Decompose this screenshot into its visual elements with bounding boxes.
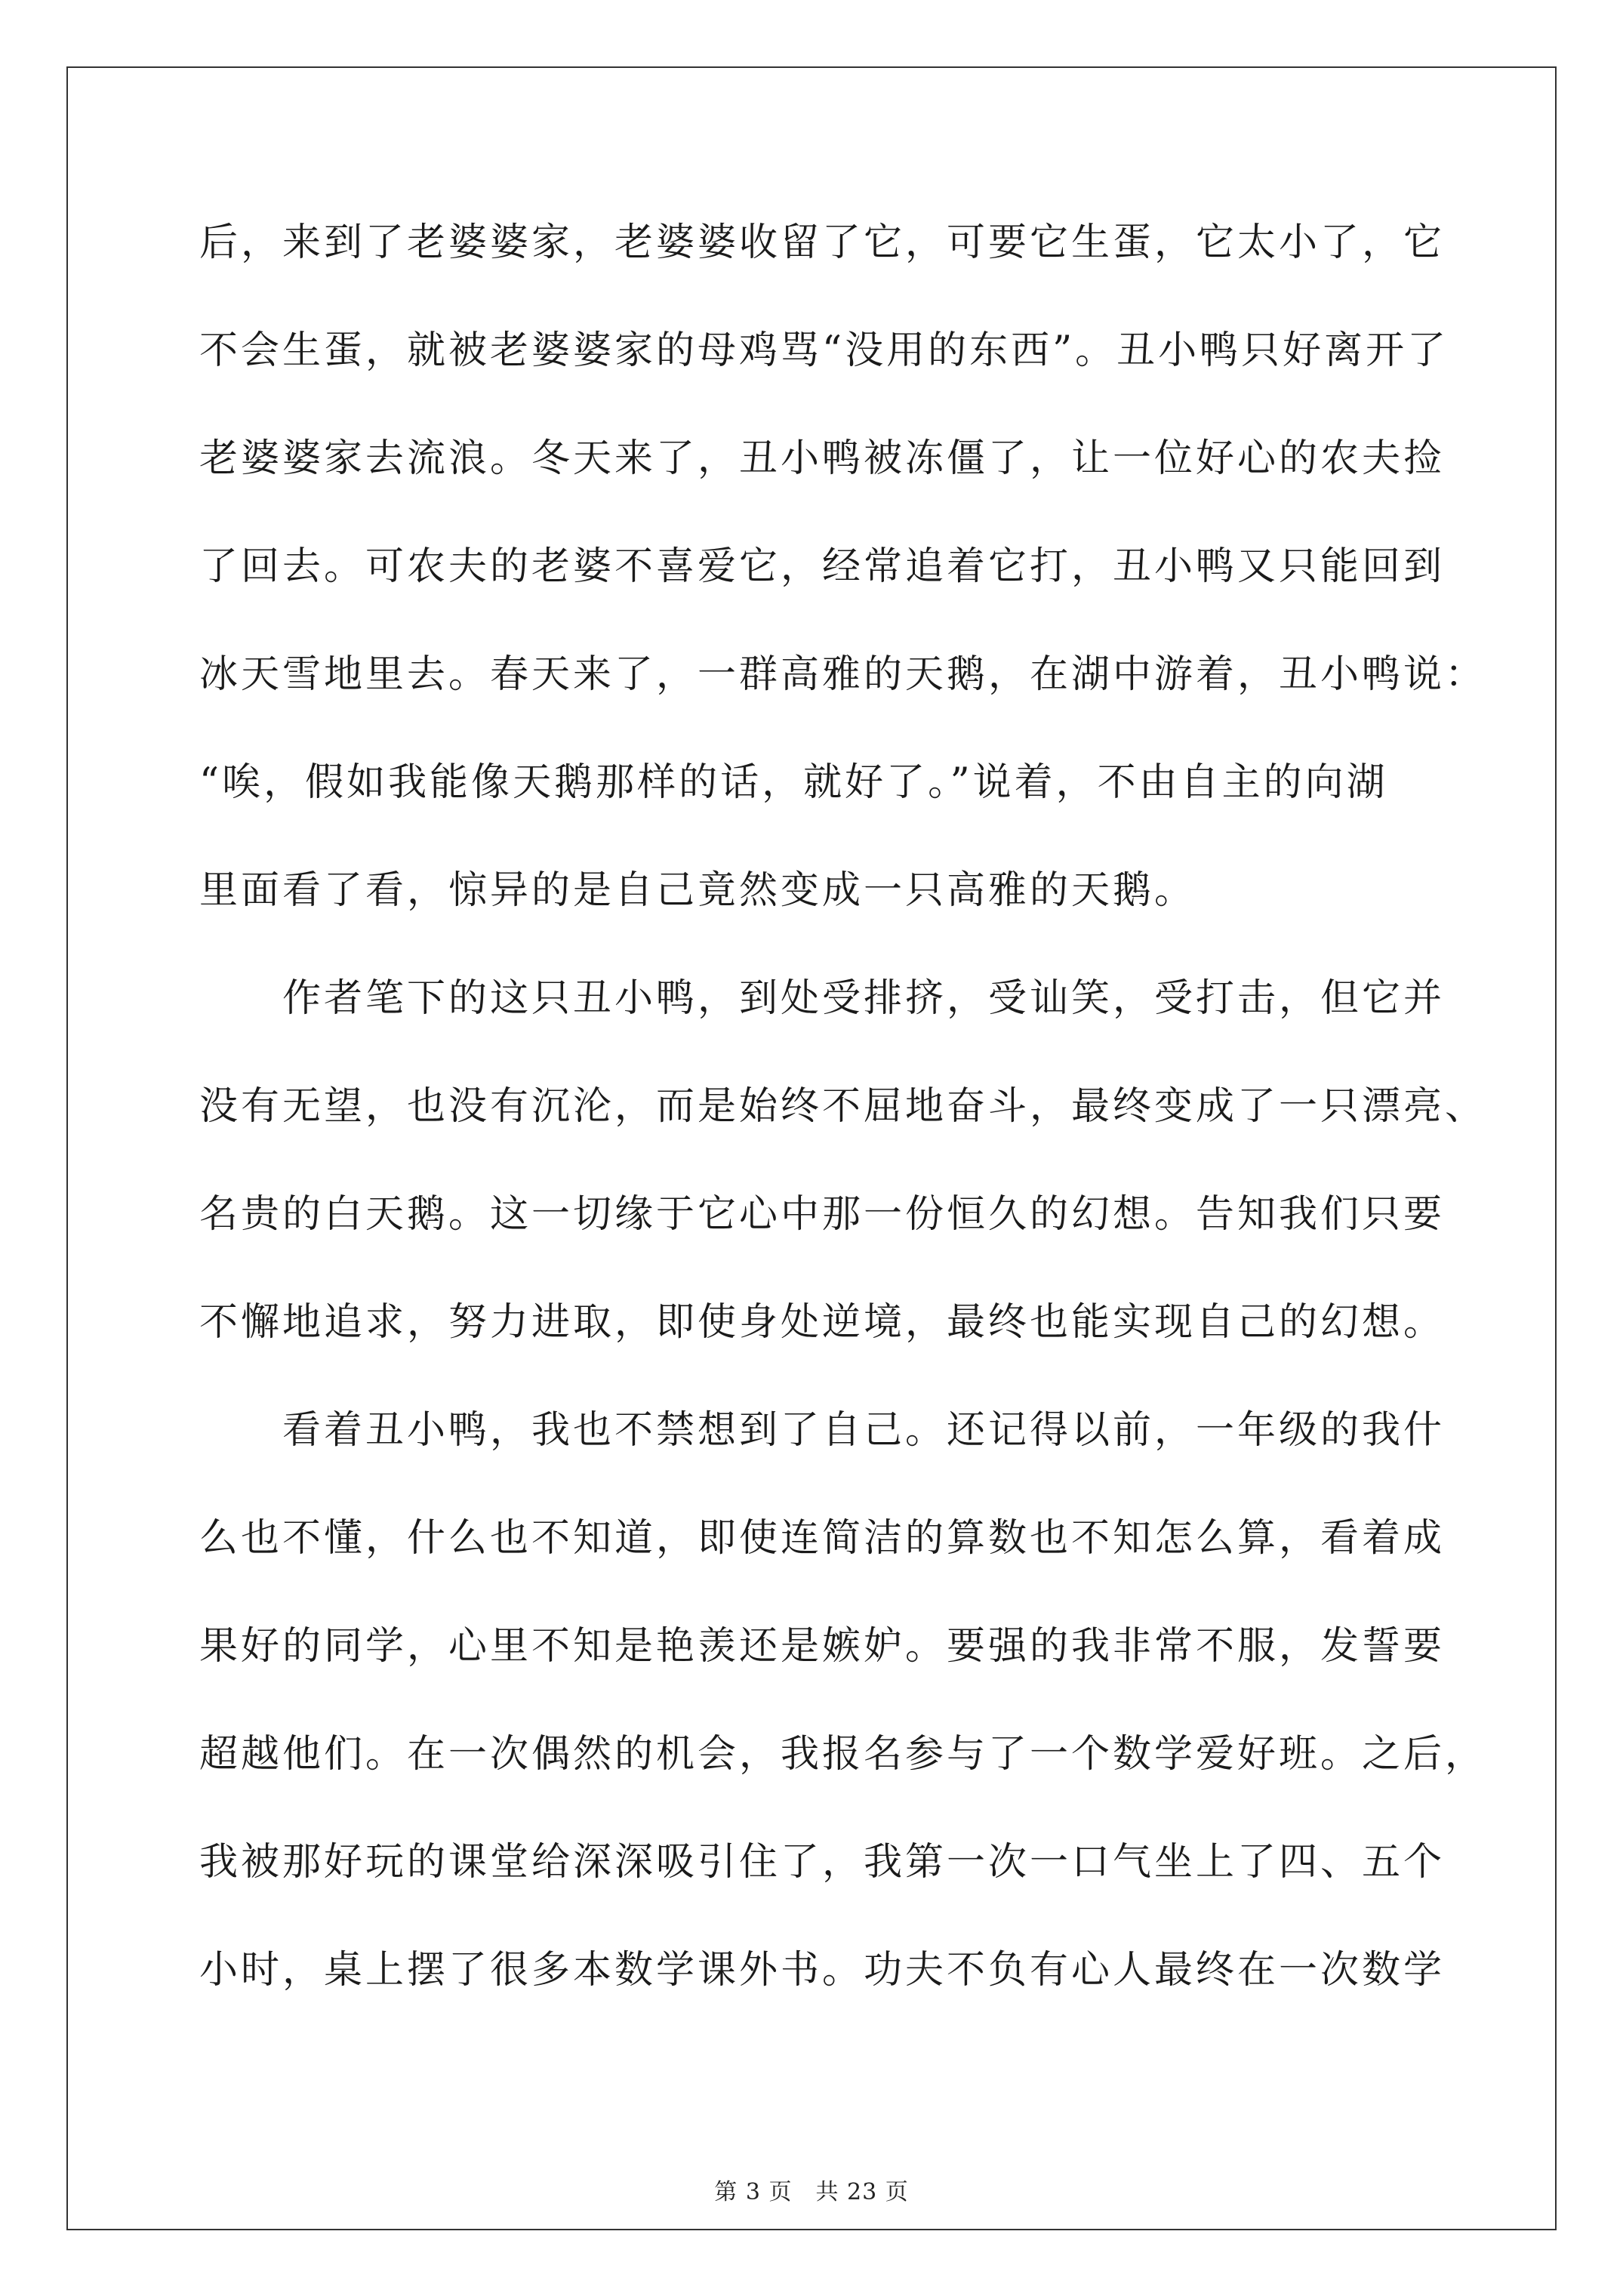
text-line: 名贵的白天鹅。这一切缘于它心中那一份恒久的幻想。告知我们只要 [199, 1192, 1446, 1237]
text-line: 小时，桌上摆了很多本数学课外书。功夫不负有心人最终在一次数学 [199, 1948, 1446, 1992]
text-line: 看着丑小鸭，我也不禁想到了自己。还记得以前，一年级的我什 [199, 1408, 1446, 1453]
text-line: “唉，假如我能像天鹅那样的话，就好了。”说着，不由自主的向湖 [199, 760, 1388, 805]
text-line: 冰天雪地里去。春天来了，一群高雅的天鹅，在湖中游着，丑小鸭说： [199, 652, 1487, 697]
text-line: 后，来到了老婆婆家，老婆婆收留了它，可要它生蛋，它太小了，它 [199, 220, 1446, 265]
text-line: 超越他们。在一次偶然的机会，我报名参与了一个数学爱好班。之后， [199, 1732, 1487, 1777]
text-line: 里面看了看，惊异的是自己竟然变成一只高雅的天鹅。 [199, 868, 1196, 913]
text-line: 我被那好玩的课堂给深深吸引住了，我第一次一口气坐上了四、五个 [199, 1840, 1446, 1885]
text-line: 老婆婆家去流浪。冬天来了，丑小鸭被冻僵了，让一位好心的农夫捡 [199, 436, 1446, 481]
text-line: 了回去。可农夫的老婆不喜爱它，经常追着它打，丑小鸭又只能回到 [199, 544, 1446, 589]
text-line: 作者笔下的这只丑小鸭，到处受排挤，受讪笑，受打击，但它并 [199, 976, 1446, 1021]
text-line: 不会生蛋，就被老婆婆家的母鸡骂“没用的东西”。丑小鸭只好离开了 [199, 328, 1449, 373]
text-line: 没有无望，也没有沉沦，而是始终不屈地奋斗，最终变成了一只漂亮、 [199, 1084, 1487, 1129]
text-line: 么也不懂，什么也不知道，即使连简洁的算数也不知怎么算，看着成 [199, 1516, 1446, 1561]
text-line: 果好的同学，心里不知是艳羡还是嫉妒。要强的我非常不服，发誓要 [199, 1624, 1446, 1669]
text-line: 不懈地追求，努力进取，即使身处逆境，最终也能实现自己的幻想。 [199, 1300, 1446, 1345]
page-number: 第 3 页 共 23 页 [714, 2179, 909, 2205]
body-text [199, 220, 1487, 2056]
